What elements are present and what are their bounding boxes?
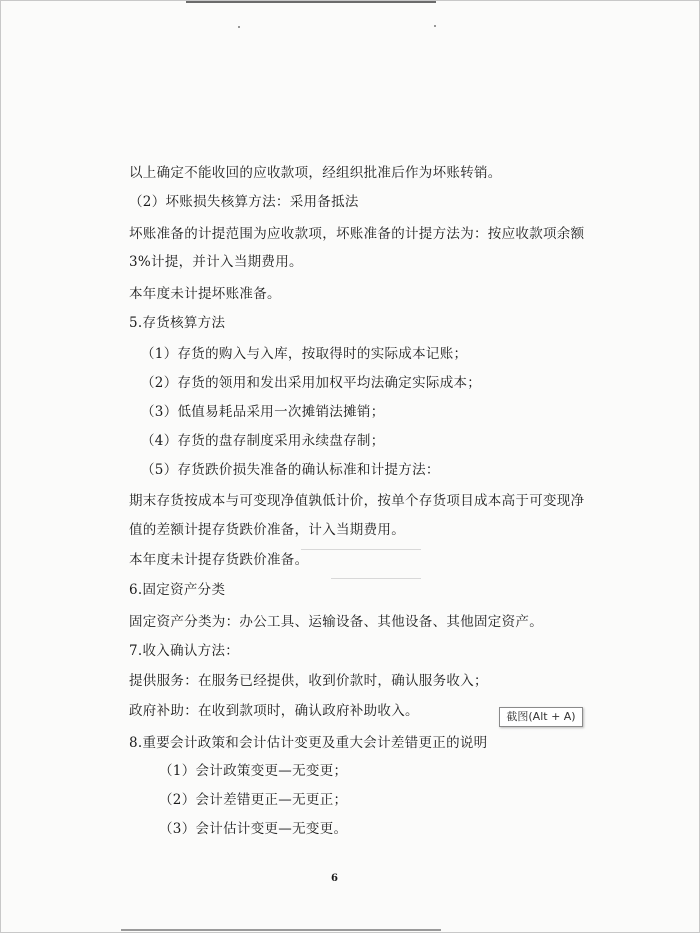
screenshot-tooltip: 截图(Alt + A): [499, 707, 583, 727]
section-heading: 7.收入确认方法：: [129, 643, 240, 659]
scan-edge-top: [186, 1, 436, 3]
list-item: （3）会计估计变更—无变更。: [159, 821, 348, 837]
list-item: （1）会计政策变更—无变更；: [159, 763, 348, 779]
paragraph-line: 值的差额计提存货跌价准备，计入当期费用。: [129, 522, 405, 538]
scan-speck: [434, 25, 436, 27]
paragraph-line: 提供服务：在服务已经提供，收到价款时，确认服务收入；: [129, 673, 488, 689]
paragraph-line: （2）坏账损失核算方法：采用备抵法: [129, 194, 359, 210]
list-item: （4）存货的盘存制度采用永续盘存制；: [141, 433, 385, 449]
paragraph-line: 固定资产分类为：办公工具、运输设备、其他设备、其他固定资产。: [129, 614, 543, 630]
scan-speck: [238, 26, 240, 28]
scan-bleed-mark: [331, 578, 421, 579]
paragraph-line: 期末存货按成本与可变现净值孰低计价，按单个存货项目成本高于可变现净: [129, 493, 585, 509]
section-heading: 6.固定资产分类: [129, 582, 226, 598]
scan-edge-bottom: [121, 929, 441, 931]
list-item: （2）会计差错更正—无更正；: [159, 792, 348, 808]
list-item: （2）存货的领用和发出采用加权平均法确定实际成本；: [141, 375, 482, 391]
paragraph-line: 3%计提，并计入当期费用。: [129, 254, 303, 270]
section-heading: 5.存货核算方法: [129, 315, 226, 331]
list-item: （3）低值易耗品采用一次摊销法摊销；: [141, 404, 385, 420]
section-heading: 8.重要会计政策和会计估计变更及重大会计差错更正的说明: [129, 735, 488, 751]
paragraph-line: 本年度未计提存货跌价准备。: [129, 552, 309, 568]
list-item: （1）存货的购入与入库，按取得时的实际成本记账；: [141, 346, 468, 362]
paragraph-line: 本年度未计提坏账准备。: [129, 286, 281, 302]
paragraph-line: 以上确定不能收回的应收款项，经组织批准后作为坏账转销。: [129, 165, 502, 181]
list-item: （5）存货跌价损失准备的确认标准和计提方法：: [141, 462, 440, 478]
scan-bleed-mark: [301, 549, 421, 550]
paragraph-line: 政府补助：在收到款项时，确认政府补助收入。: [129, 703, 419, 719]
page-number: 6: [331, 873, 338, 884]
paragraph-line: 坏账准备的计提范围为应收款项，坏账准备的计提方法为：按应收款项余额: [129, 226, 585, 242]
